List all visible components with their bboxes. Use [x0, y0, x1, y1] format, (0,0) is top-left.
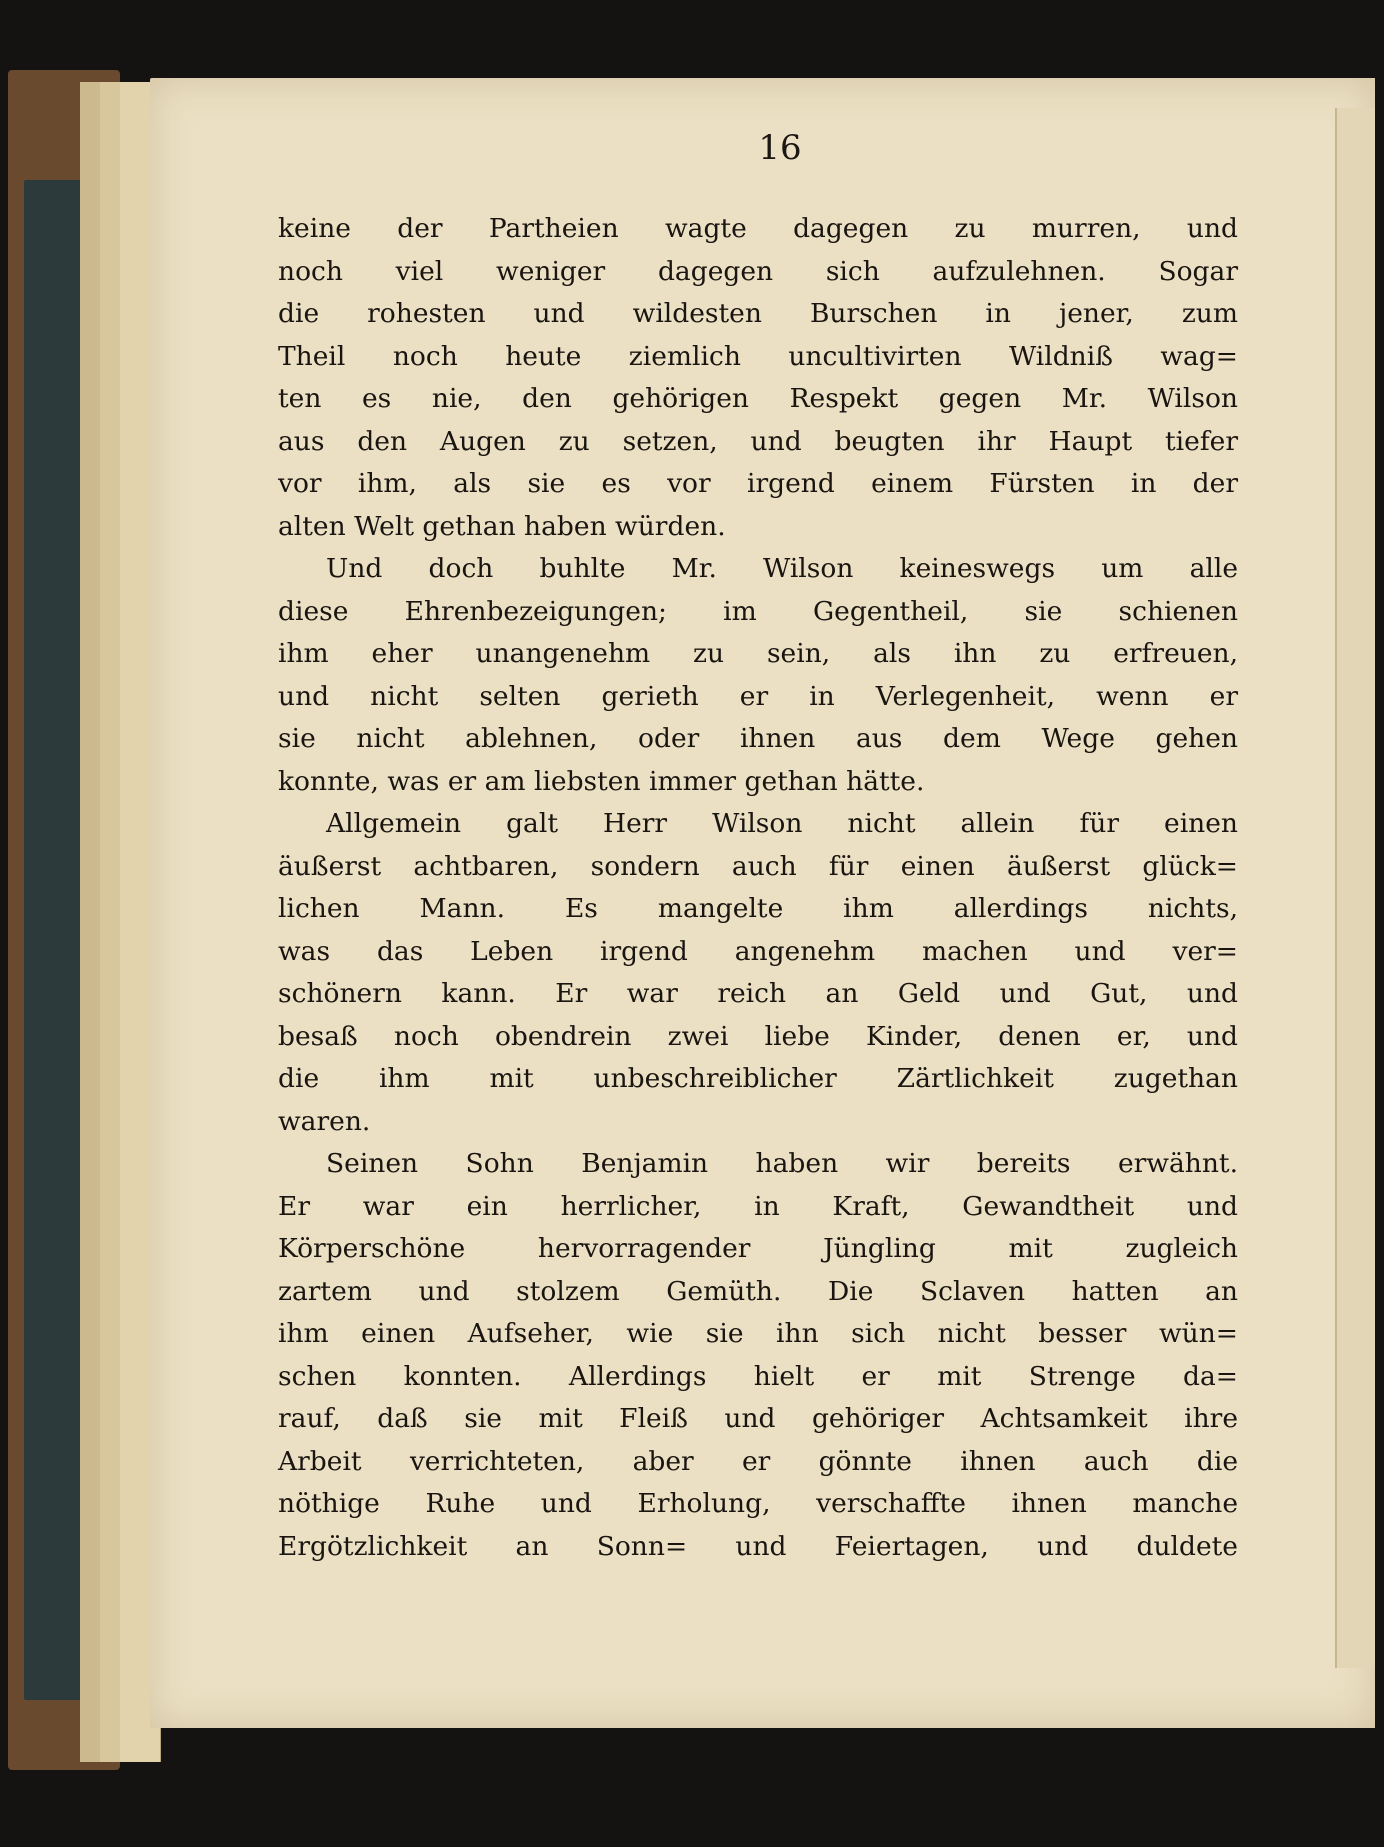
page-number: 16 [758, 128, 802, 168]
text-line: Allgemein galt Herr Wilson nicht allein für einen [326, 808, 1238, 839]
text-line: was das Leben irgend angenehm machen und ver= [278, 935, 1238, 967]
text-line: sie nicht ablehnen, oder ihnen aus dem Wege gehen [278, 723, 1238, 754]
text-line: zartem und stolzem Gemüth. Die Sclaven hatten an [278, 1275, 1238, 1307]
text-line: Theil noch heute ziemlich uncultivirten Wildniß wag= [278, 340, 1238, 372]
text-line: schönern kann. Er war reich an Geld und Gut, und [278, 978, 1238, 1009]
text-line: waren. [278, 1105, 371, 1137]
text-line: ten es nie, den gehörigen Respekt gegen Mr. Wilson [278, 383, 1238, 414]
book-spine [24, 180, 82, 1700]
body-text [278, 208, 1238, 1568]
text-line: äußerst achtbaren, sondern auch für einen äußerst glück= [278, 850, 1238, 882]
text-line: besaß noch obendrein zwei liebe Kinder, denen er, und [278, 1020, 1238, 1052]
text-line: Körperschöne hervorragender Jüngling mit zugleich [278, 1233, 1238, 1264]
text-line: vor ihm, als sie es vor irgend einem Fürsten in der [278, 468, 1238, 499]
facing-page-edge [1335, 108, 1375, 1668]
text-line: Und doch buhlte Mr. Wilson keineswegs um alle [326, 553, 1238, 584]
text-line: die rohesten und wildesten Burschen in jener, zum [278, 298, 1238, 329]
text-line: Ergötzlichkeit an Sonn= und Feiertagen, und duldete [278, 1530, 1238, 1562]
text-line: konnte, was er am liebsten immer gethan hätte. [278, 765, 925, 797]
text-line: lichen Mann. Es mangelte ihm allerdings nichts, [278, 893, 1238, 924]
text-line: rauf, daß sie mit Fleiß und gehöriger Achtsamkeit ihre [278, 1403, 1238, 1434]
text-line: ihm einen Aufseher, wie sie ihn sich nicht besser wün= [278, 1318, 1238, 1349]
text-line: Arbeit verrichteten, aber er gönnte ihnen auch die [278, 1445, 1238, 1477]
text-line: diese Ehrenbezeigungen; im Gegentheil, sie schienen [278, 595, 1238, 627]
text-line: Er war ein herrlicher, in Kraft, Gewandtheit und [278, 1190, 1238, 1222]
text-line: und nicht selten gerieth er in Verlegenheit, wenn er [278, 680, 1238, 712]
text-line: schen konnten. Allerdings hielt er mit Strenge da= [278, 1360, 1238, 1392]
text-line: ihm eher unangenehm zu sein, als ihn zu erfreuen, [278, 638, 1238, 669]
text-line: Seinen Sohn Benjamin haben wir bereits erwähnt. [326, 1148, 1238, 1179]
text-line: die ihm mit unbeschreiblicher Zärtlichkeit zugethan [278, 1063, 1238, 1094]
text-line: noch viel weniger dagegen sich aufzulehnen. Sogar [278, 255, 1238, 287]
text-line: keine der Partheien wagte dagegen zu murren, und [278, 213, 1238, 244]
book-page [150, 78, 1375, 1728]
text-line: aus den Augen zu setzen, und beugten ihr Haupt tiefer [278, 425, 1238, 457]
text-line: nöthige Ruhe und Erholung, verschaffte ihnen manche [278, 1488, 1238, 1519]
text-line: alten Welt gethan haben würden. [278, 510, 726, 542]
